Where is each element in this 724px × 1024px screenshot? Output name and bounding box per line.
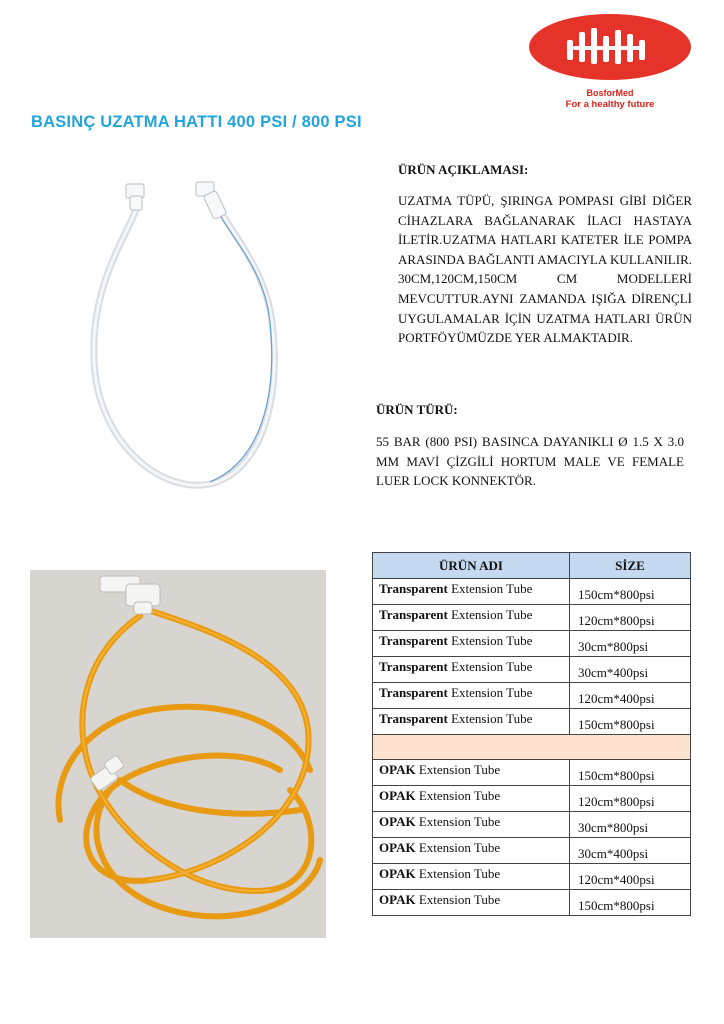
table-row (373, 838, 691, 864)
product-name-cell (373, 786, 570, 812)
table-row (373, 812, 691, 838)
product-size: 120cm*800psi (570, 605, 691, 631)
product-name: Extension Tube (415, 762, 501, 777)
product-size: 30cm*800psi (570, 812, 691, 838)
product-name-cell (373, 760, 570, 786)
product-table (372, 552, 691, 916)
logo-mark-icon (565, 26, 655, 68)
product-name: Extension Tube (415, 866, 501, 881)
description-heading: ÜRÜN AÇIKLAMASI: (398, 162, 529, 177)
product-brand: Transparent (379, 685, 448, 700)
product-name: Extension Tube (447, 633, 533, 648)
table-row (373, 631, 691, 657)
product-size: 150cm*800psi (570, 709, 691, 735)
product-name-cell (373, 657, 570, 683)
table-row (373, 579, 691, 605)
table-row (373, 760, 691, 786)
opak-tube-photo (30, 570, 326, 938)
description-text: UZATMA TÜPÜ, ŞIRINGA POMPASI GİBİ DİĞER CİHAZLARA BAĞLANARAK İLACI HASTAYA İLETİR.UZATMA HATLARI KATETER İLE POMPA ARASINDA BAĞLANTI AMACIYLA KULLANILIR. 30CM,120CM,150CM CM MODELLERİ MEVCUTTUR.AYNI ZAMANDA IŞIĞA DİRENÇLİ UYGULAMALAR İÇİN UZATMA HATLARI ÜRÜN PORTFÖYÜMÜZDE YER ALMAKTADIR. (398, 193, 692, 346)
transparent-tube-image (60, 172, 320, 502)
product-name: Extension Tube (447, 659, 533, 674)
product-name-cell (373, 631, 570, 657)
left-connector-icon (126, 184, 144, 210)
column-header-size: SİZE (570, 553, 691, 579)
table-row (373, 890, 691, 916)
column-header-name: ÜRÜN ADI (373, 553, 570, 579)
product-brand: OPAK (379, 892, 416, 907)
product-brand: OPAK (379, 866, 416, 881)
product-size: 30cm*400psi (570, 838, 691, 864)
product-name: Extension Tube (447, 581, 533, 596)
table-row (373, 657, 691, 683)
separator-cell (373, 735, 691, 760)
logo-tagline: For a healthy future (565, 99, 655, 110)
table-header-row (373, 553, 691, 579)
product-brand: Transparent (379, 711, 448, 726)
product-size: 150cm*800psi (570, 579, 691, 605)
product-name-cell (373, 683, 570, 709)
product-name-cell (373, 838, 570, 864)
product-brand: OPAK (379, 840, 416, 855)
product-size: 150cm*800psi (570, 890, 691, 916)
product-brand: OPAK (379, 814, 416, 829)
product-name-cell (373, 579, 570, 605)
product-name: Extension Tube (447, 607, 533, 622)
table-row (373, 864, 691, 890)
logo-name: BosforMed (586, 88, 634, 98)
product-brand: Transparent (379, 633, 448, 648)
product-brand: Transparent (379, 659, 448, 674)
product-name-cell (373, 709, 570, 735)
right-connector-icon (196, 182, 227, 220)
table-row (373, 709, 691, 735)
product-brand: Transparent (379, 607, 448, 622)
product-name-cell (373, 605, 570, 631)
product-name: Extension Tube (447, 685, 533, 700)
product-brand: OPAK (379, 762, 416, 777)
product-name: Extension Tube (447, 711, 533, 726)
type-text: 55 BAR (800 PSI) BASINCA DAYANIKLI Ø 1.5 X 3.0 MM MAVİ ÇİZGİLİ HORTUM MALE VE FEMALE LUER LOCK KONNEKTÖR. (376, 434, 684, 489)
product-name: Extension Tube (415, 840, 501, 855)
product-size: 120cm*400psi (570, 864, 691, 890)
page-title: BASINÇ UZATMA HATTI 400 PSI / 800 PSI (31, 113, 362, 131)
product-brand: Transparent (379, 581, 448, 596)
table-row (373, 683, 691, 709)
product-size: 150cm*800psi (570, 760, 691, 786)
product-size: 30cm*800psi (570, 631, 691, 657)
product-name-cell (373, 812, 570, 838)
product-name: Extension Tube (415, 892, 501, 907)
product-size: 120cm*800psi (570, 786, 691, 812)
table-row (373, 605, 691, 631)
table-separator-row (373, 735, 691, 760)
product-size: 120cm*400psi (570, 683, 691, 709)
product-size: 30cm*400psi (570, 657, 691, 683)
product-name-cell (373, 890, 570, 916)
table-row (373, 786, 691, 812)
type-heading: ÜRÜN TÜRÜ: (376, 402, 458, 417)
product-brand: OPAK (379, 788, 416, 803)
company-logo (529, 14, 691, 114)
product-name: Extension Tube (415, 788, 501, 803)
product-name: Extension Tube (415, 814, 501, 829)
product-name-cell (373, 864, 570, 890)
